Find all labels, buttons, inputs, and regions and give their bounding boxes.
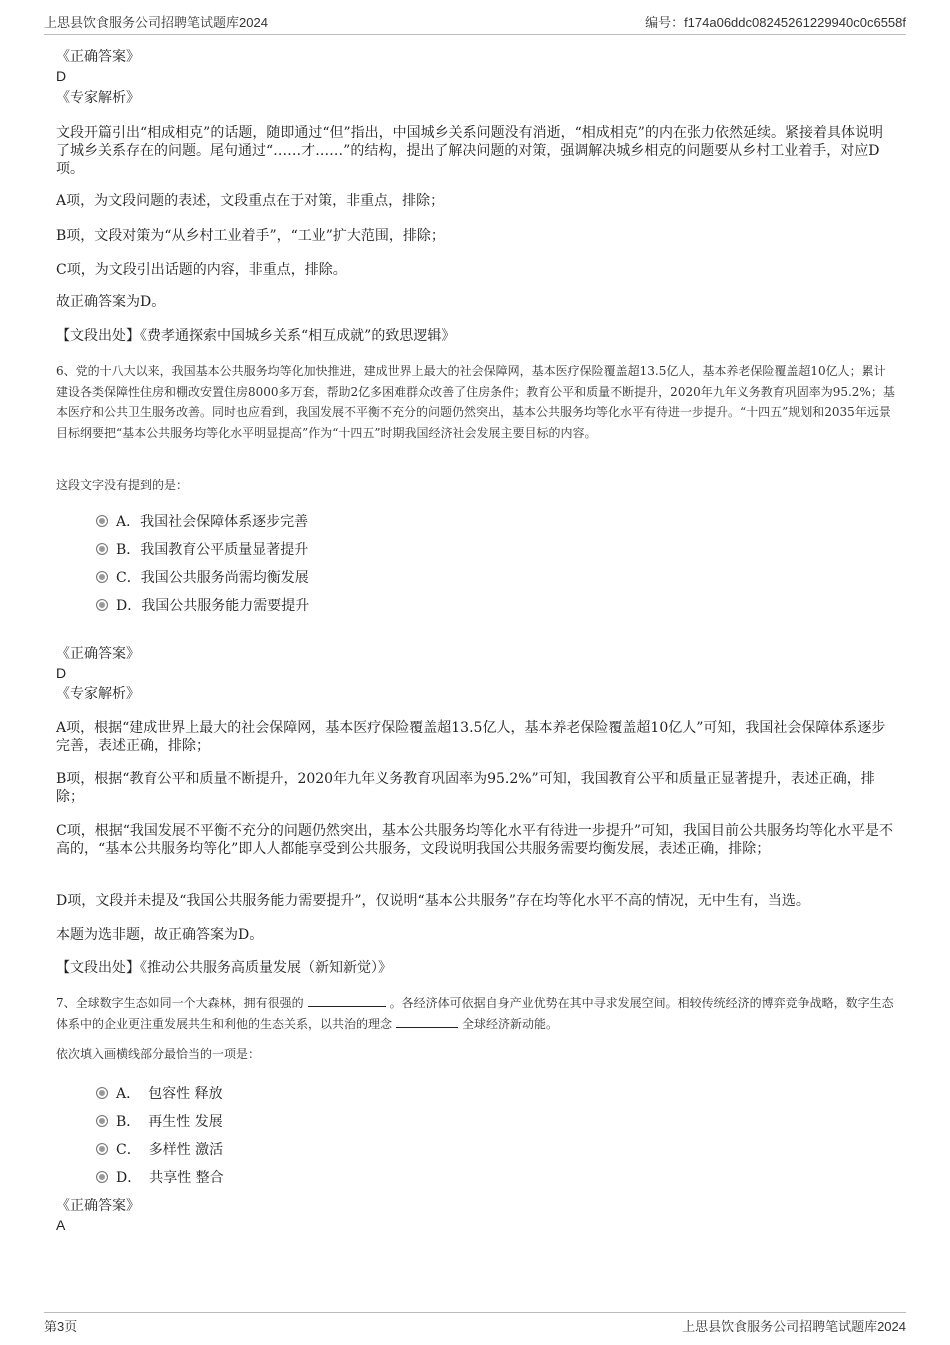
q5-analysis-b: B项，文段对策为“从乡村工业着手”，“工业”扩大范围，排除； xyxy=(56,228,445,244)
option-text: 多样性 激活 xyxy=(148,1142,224,1158)
radio-icon[interactable] xyxy=(96,1143,108,1155)
q5-analysis-c: C项，为文段引出话题的内容，非重点，排除。 xyxy=(56,262,347,278)
q7-option-c[interactable] xyxy=(96,1135,224,1163)
q7-option-b[interactable] xyxy=(96,1107,224,1135)
q5-answer: D xyxy=(56,68,67,84)
q6-options xyxy=(96,507,309,619)
q7-stem-part: 全球经济新动能。 xyxy=(462,1016,559,1031)
option-text: 我国教育公平质量显著提升 xyxy=(140,542,309,558)
q6-analysis-d: D项，文段并未提及“我国公共服务能力需要提升”，仅说明“基本公共服务”存在均等化水平不高的情况，无中生有，当选。 xyxy=(56,893,810,909)
option-letter: D． xyxy=(116,598,142,614)
q7-stem xyxy=(56,993,896,1034)
option-text: 我国社会保障体系逐步完善 xyxy=(140,514,309,530)
radio-icon[interactable] xyxy=(96,599,108,611)
q6-conclusion: 本题为选非题，故正确答案为D。 xyxy=(56,927,264,943)
header-title: 上思县饮食服务公司招聘笔试题库2024 xyxy=(44,15,268,30)
radio-icon[interactable] xyxy=(96,571,108,583)
q6-analysis-c: C项，根据“我国发展不平衡不充分的问题仍然突出，基本公共服务均等化水平有待进一步提升”可知，我国目前公共服务均等化水平是不高的，“基本公共服务均等化”即人人都能享受到公共服务，文段说明我国公共服务需要均衡发展，表述正确，排除； xyxy=(56,823,894,857)
q6-analysis-a: A项，根据“建成世界上最大的社会保障网，基本医疗保险覆盖超13.5亿人，基本养老保险覆盖超10亿人”可知，我国社会保障体系逐步完善，表述正确，排除； xyxy=(56,720,886,754)
page-header xyxy=(44,12,906,35)
radio-icon[interactable] xyxy=(96,515,108,527)
q7-options xyxy=(96,1079,224,1191)
q5-analysis-title: 《专家解析》 xyxy=(56,90,140,106)
option-text: 共享性 整合 xyxy=(149,1170,224,1186)
q7-option-a[interactable] xyxy=(96,1079,224,1107)
q6-option-a[interactable] xyxy=(96,507,309,535)
q7-option-d[interactable] xyxy=(96,1163,224,1191)
option-letter: C． xyxy=(116,1142,141,1158)
q6-stem: 6、党的十八大以来，我国基本公共服务均等化加快推进，建成世界上最大的社会保障网，基本医疗保险覆盖超13.5亿人，基本养老保险覆盖超10亿人；累计建设各类保障性住房和棚改安置住房8000多万套，帮助2亿多困难群众改善了住房条件；教育公平和质量不断提升，2020年九年义务教育巩固率为95.2%；基本医疗和公共卫生服务改善。同时也应看到，我国发展不平衡不充分的问题仍然突出，基本公共服务均等化水平有待进一步提升。“十四五”规划和2035年远景目标纲要把“基本公共服务均等化水平明显提高”作为“十四五”时期我国经济社会发展主要目标的内容。 xyxy=(56,364,895,440)
q7-stem-part: 。各经济体可依据自身产业优势在其中寻求发展空间。相较传统经济的博弈竞争战略，数字生态体系中的企业更注重发展共生和利他的生态关系，以共治的理念 xyxy=(56,996,894,1031)
option-letter: C． xyxy=(116,570,141,586)
option-text: 包容性 释放 xyxy=(148,1086,223,1102)
option-letter: A． xyxy=(116,514,141,530)
footer-title: 上思县饮食服务公司招聘笔试题库2024 xyxy=(682,1319,906,1334)
option-text: 我国公共服务能力需要提升 xyxy=(141,598,310,614)
q5-source: 【文段出处】《费孝通探索中国城乡关系“相互成就”的致思逻辑》 xyxy=(56,328,456,344)
option-text: 再生性 发展 xyxy=(148,1114,223,1130)
q5-analysis-main: 文段开篇引出“相成相克”的话题，随即通过“但”指出，中国城乡关系问题没有消逝，“相成相克”的内在张力依然延续。紧接着具体说明了城乡关系存在的问题。尾句通过“……才……”的结构，提出了解决问题的对策，强调解决城乡相克的问题要从乡村工业着手，对应D项。 xyxy=(56,125,883,177)
q5-analysis-a: A项，为文段问题的表述，文段重点在于对策，非重点，排除； xyxy=(56,193,445,209)
radio-icon[interactable] xyxy=(96,1171,108,1183)
option-letter: A． xyxy=(116,1086,141,1102)
blank-line xyxy=(308,994,386,1007)
page-number: 第3页 xyxy=(44,1319,78,1334)
q5-conclusion: 故正确答案为D。 xyxy=(56,294,166,310)
q6-analysis-title: 《专家解析》 xyxy=(56,686,140,702)
q6-option-c[interactable] xyxy=(96,563,309,591)
page-footer xyxy=(44,1312,906,1335)
radio-icon[interactable] xyxy=(96,1115,108,1127)
option-letter: B． xyxy=(116,542,141,558)
option-letter: D． xyxy=(116,1170,142,1186)
q7-stem-part: 7、全球数字生态如同一个大森林，拥有很强的 xyxy=(56,996,304,1010)
q6-analysis-b: B项，根据“教育公平和质量不断提升，2020年九年义务教育巩固率为95.2%”可知，我国教育公平和质量正显著提升，表述正确，排除； xyxy=(56,771,875,805)
q6-source: 【文段出处】《推动公共服务高质量发展（新知新觉）》 xyxy=(56,960,392,976)
q6-option-d[interactable] xyxy=(96,591,309,619)
q7-answer: A xyxy=(56,1217,66,1233)
radio-icon[interactable] xyxy=(96,1087,108,1099)
q5-answer-title: 《正确答案》 xyxy=(56,49,140,65)
q7-prompt: 依次填入画横线部分最恰当的一项是： xyxy=(56,1047,261,1061)
header-serial: 编号：f174a06ddc08245261229940c0c6558f xyxy=(645,15,906,30)
option-text: 我国公共服务尚需均衡发展 xyxy=(140,570,309,586)
q6-answer-title: 《正确答案》 xyxy=(56,646,140,662)
q6-option-b[interactable] xyxy=(96,535,309,563)
q7-answer-title: 《正确答案》 xyxy=(56,1198,140,1214)
q6-prompt: 这段文字没有提到的是： xyxy=(56,478,189,492)
blank-line xyxy=(396,1015,458,1028)
option-letter: B． xyxy=(116,1114,141,1130)
q6-answer: D xyxy=(56,665,67,681)
radio-icon[interactable] xyxy=(96,543,108,555)
